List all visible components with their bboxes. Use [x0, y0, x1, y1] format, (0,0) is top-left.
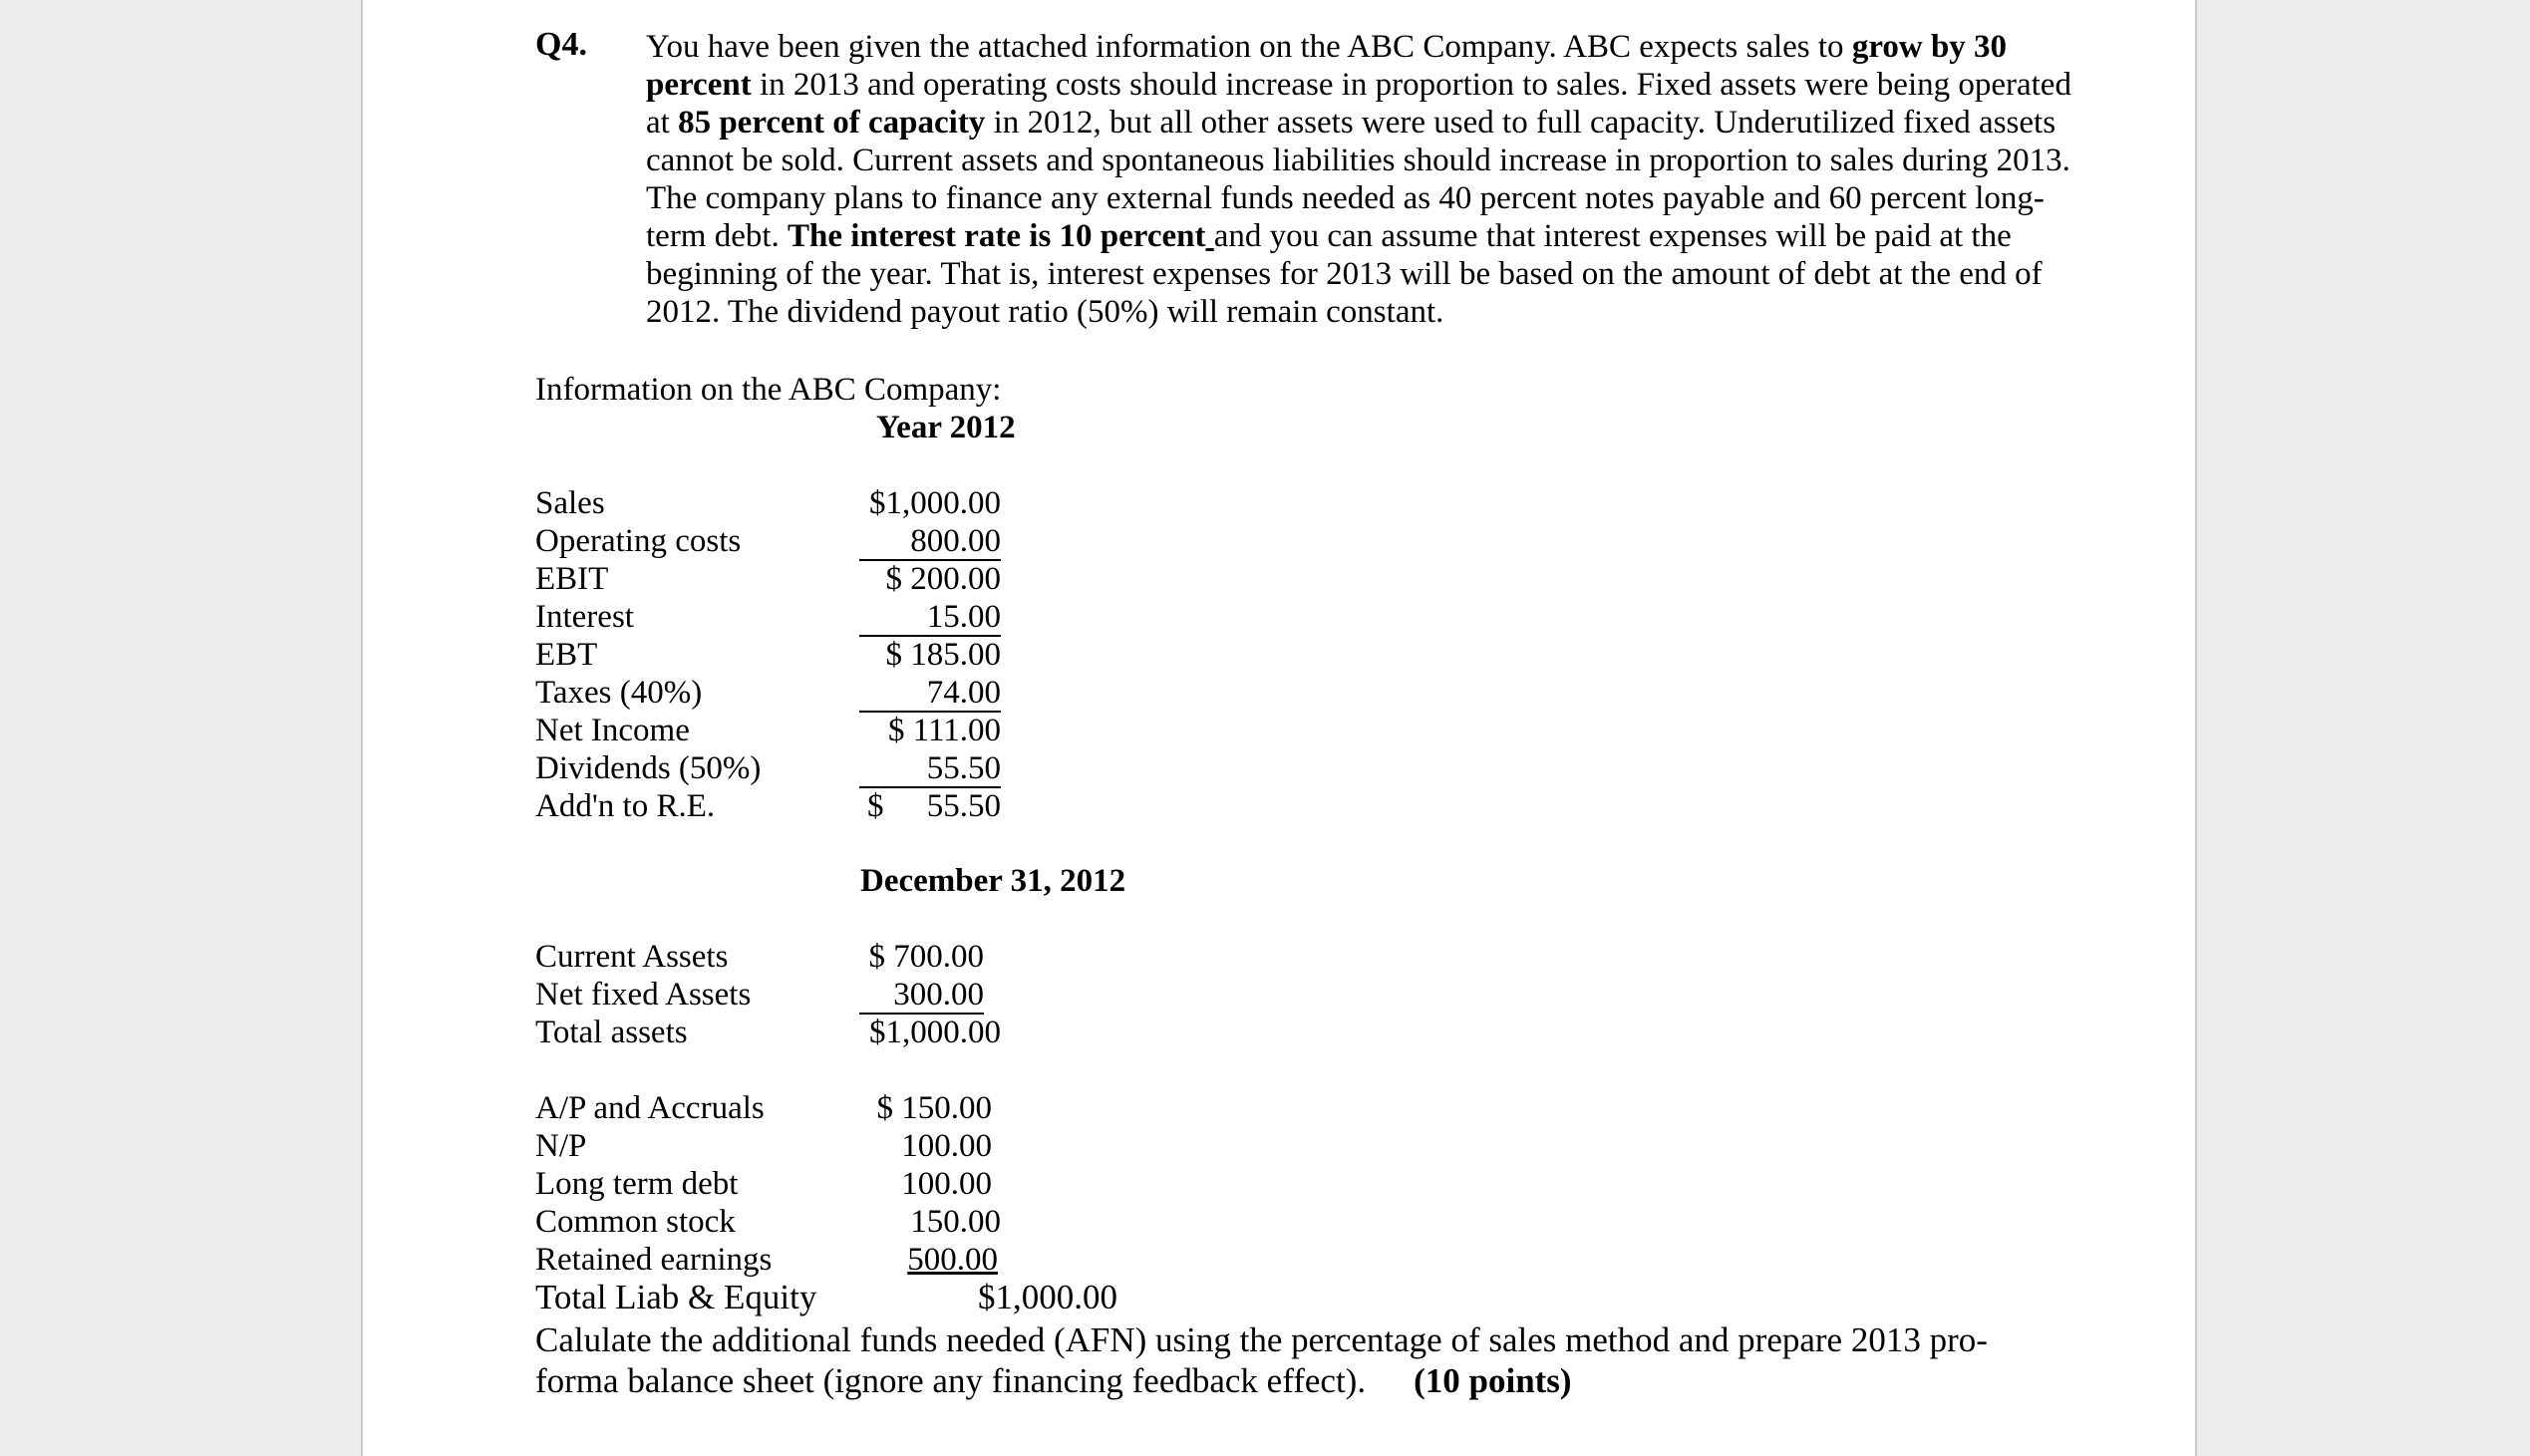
liability-row-label: A/P and Accruals	[535, 1090, 765, 1126]
income-row-value: 55.50	[926, 750, 1001, 786]
income-row-label: Dividends (50%)	[535, 750, 762, 786]
question-emphasis-capacity: 85 percent of capacity	[678, 105, 986, 141]
question-emphasis-interest: The interest rate is 10 percent	[788, 218, 1206, 254]
income-row-label: Net Income	[535, 713, 690, 748]
asset-row-value: 300.00	[893, 977, 984, 1013]
asset-row-value: $ 700.00	[868, 939, 984, 975]
liability-row-label: Total Liab & Equity	[535, 1278, 817, 1316]
income-row-value: 55.50	[926, 788, 1001, 824]
income-row-label: Interest	[535, 599, 634, 635]
document-page	[361, 0, 2197, 1456]
liability-row-value: $1,000.00	[978, 1278, 1117, 1316]
liability-row-label: N/P	[535, 1128, 587, 1164]
income-row-label: Sales	[535, 485, 605, 521]
liability-row-label: Retained earnings	[535, 1242, 773, 1278]
income-row-label: Taxes (40%)	[535, 675, 703, 711]
income-row-value: $ 111.00	[887, 713, 1001, 748]
asset-row-label: Net fixed Assets	[535, 977, 752, 1013]
question-text	[646, 28, 2101, 331]
task-points: (10 points)	[1414, 1361, 1572, 1400]
liability-row-label: Long term debt	[535, 1166, 739, 1202]
question-text-part: in 2012, but all other assets were used to full capacity. Underutilized fixed assets cannot be sold. Current assets and spontaneous liabilities should increase in proportion to sales during 2013. The company plans to finance any external funds needed as 40 percent notes payable and 60 percent long-term debt.	[646, 105, 2070, 254]
income-row-value: 74.00	[926, 675, 1001, 711]
balance-date-heading: December 31, 2012	[860, 863, 1126, 899]
task-instruction	[535, 1319, 2031, 1401]
question-label: Q4.	[535, 26, 587, 63]
liability-row-value: 100.00	[901, 1128, 992, 1164]
liability-row-value: 100.00	[901, 1166, 992, 1202]
question-text-part: in 2013 and operating costs should increase in proportion to sales. Fixed assets were being operated at	[646, 67, 2071, 141]
income-row-value: 15.00	[926, 599, 1001, 635]
liability-row-label: Common stock	[535, 1204, 736, 1240]
income-row-label: EBT	[535, 637, 598, 673]
task-text: Calulate the additional funds needed (AFN) using the percentage of sales method and prepare 2013 pro-forma balance sheet (ignore any financing feedback effect).	[535, 1320, 1988, 1400]
asset-row-label: Current Assets	[535, 939, 729, 975]
info-heading: Information on the ABC Company:	[535, 372, 1002, 408]
liability-row-value: $ 150.00	[876, 1090, 992, 1126]
question-text-part	[1205, 218, 1213, 254]
income-row-label: Add'n to R.E.	[535, 788, 716, 824]
income-row-value: $ 185.00	[885, 637, 1001, 673]
asset-row-value: $1,000.00	[869, 1015, 1001, 1050]
income-row-value: $1,000.00	[869, 485, 1001, 521]
question-text-part: and you can assume that interest expenses will be paid at the beginning of the year. That is, interest expenses for 2013 will be based on the amount of debt at the end of 2012. The dividend payout ratio (50%) will remain constant.	[646, 218, 2043, 330]
income-year-heading: Year 2012	[876, 410, 1016, 445]
question-text-part: You have been given the attached information on the ABC Company. ABC expects sales to	[646, 29, 1852, 65]
income-row-value: $ 200.00	[885, 561, 1001, 597]
income-row-value-prefix: $	[867, 788, 884, 824]
income-row-label: EBIT	[535, 561, 609, 597]
income-row-label: Operating costs	[535, 523, 742, 559]
liability-row-value: 150.00	[910, 1204, 1001, 1240]
question-emphasis-growth: grow by 30 percent	[646, 29, 2008, 103]
liability-row-value: 500.00	[907, 1242, 998, 1278]
income-row-value: 800.00	[910, 523, 1001, 559]
asset-row-label: Total assets	[535, 1015, 688, 1050]
